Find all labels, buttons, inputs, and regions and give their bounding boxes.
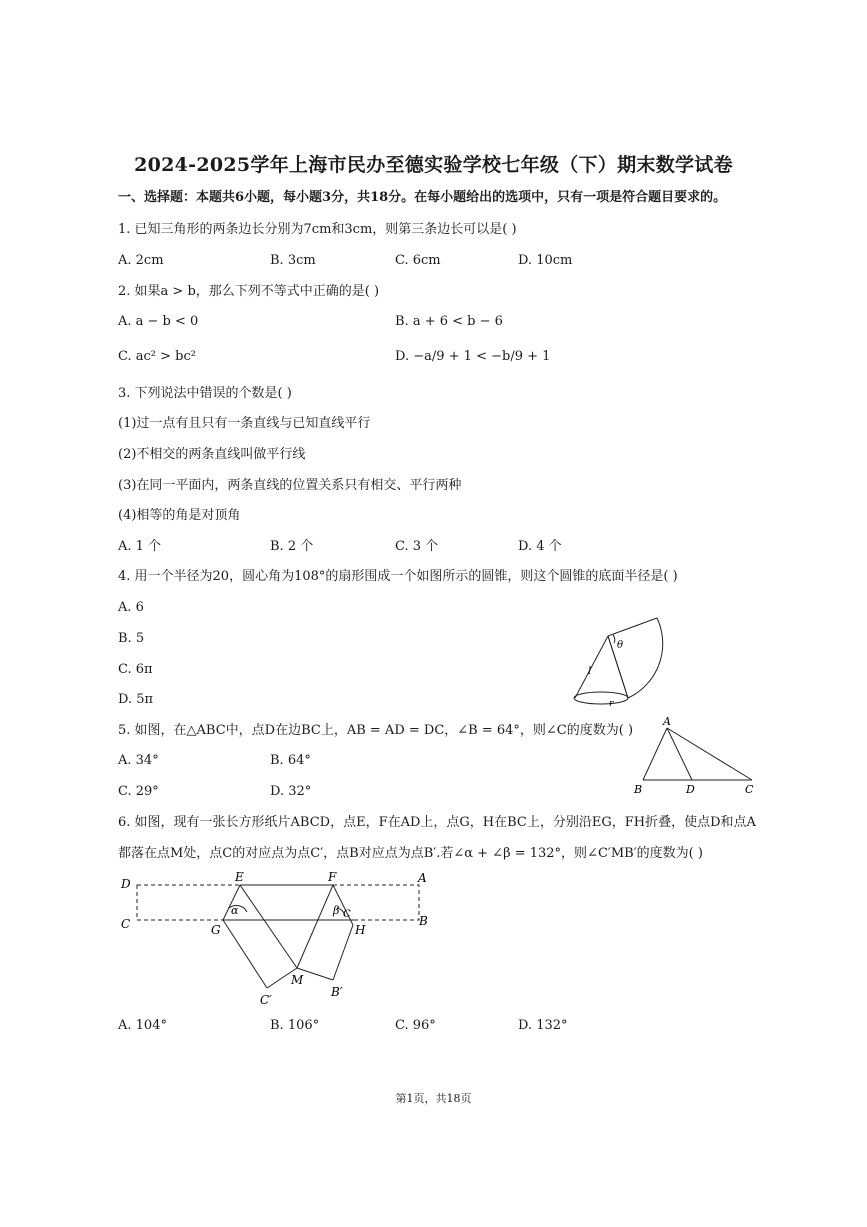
label-m: M (291, 973, 304, 987)
label-b-prime: B′ (331, 985, 343, 999)
question-6-stem-line-1: 6. 如图，现有一张长方形纸片ABCD，点E，F在AD上，点G，H在BC上，分别沿EG，FH折叠，使点D和点A (118, 815, 756, 830)
label-b: B (419, 914, 428, 928)
label-c-small: C (343, 909, 351, 920)
label-a: A (663, 715, 671, 728)
label-h: H (355, 923, 366, 937)
label-g: G (211, 923, 221, 937)
q3-option-d: D. 4 个 (518, 539, 562, 554)
label-e: E (235, 870, 244, 884)
question-5-stem: 5. 如图，在△ABC中，点D在边BC上，AB = AD = DC，∠B = 64°，则∠C的度数为( ) (118, 723, 634, 738)
label-d: D (121, 877, 131, 891)
q3-option-b: B. 2 个 (270, 539, 314, 554)
sector-outline (608, 618, 663, 698)
q1-option-a: A. 2cm (118, 253, 164, 268)
question-4-stem: 4. 用一个半径为20，圆心角为108°的扇形围成一个如图所示的圆锥，则这个圆锥的底面半径是( ) (118, 569, 678, 584)
label-b: B (634, 783, 643, 796)
segment-b1h (333, 925, 353, 980)
q5-option-a: A. 34° (118, 753, 159, 768)
question-1-stem: 1. 已知三角形的两条边长分别为7cm和3cm，则第三条边长可以是( ) (118, 222, 517, 237)
rectangle-abcd-dashed (137, 885, 419, 920)
segment-em (240, 885, 297, 968)
question-2-stem: 2. 如果a > b，那么下列不等式中正确的是( ) (118, 284, 380, 299)
label-d: D (686, 783, 695, 796)
label-f: F (328, 870, 337, 884)
q4-option-b: B. 5 (118, 631, 145, 646)
folded-rectangle-figure (115, 868, 435, 1008)
q6-option-d: D. 132° (518, 1018, 568, 1033)
label-r: r (609, 699, 614, 709)
q3-statement-4: (4)相等的角是对顶角 (118, 508, 241, 523)
q3-statement-1: (1)过一点有且只有一条直线与已知直线平行 (118, 416, 371, 431)
q1-option-c: C. 6cm (395, 253, 441, 268)
q5-option-d: D. 32° (270, 784, 312, 799)
q5-option-c: C. 29° (118, 784, 159, 799)
q3-statement-3: (3)在同一平面内，两条直线的位置关系只有相交、平行两种 (118, 478, 462, 493)
q3-option-a: A. 1 个 (118, 539, 162, 554)
label-alpha: α (231, 904, 239, 917)
label-c: C (745, 783, 754, 796)
q3-statement-2: (2)不相交的两条直线叫做平行线 (118, 447, 306, 462)
q4-option-c: C. 6π (118, 662, 153, 677)
label-theta: θ (617, 640, 624, 651)
cone-sector-figure (565, 588, 685, 712)
q1-option-d: D. 10cm (518, 253, 573, 268)
label-c: C (121, 917, 131, 931)
label-beta: β (333, 904, 340, 917)
question-6-stem-line-2: 都落在点M处，点C的对应点为点C′，点B对应点为点B′.若∠α + ∠β = 132°，则∠C′MB′的度数为( ) (118, 846, 703, 861)
q5-option-b: B. 64° (270, 753, 311, 768)
label-l: l (588, 666, 592, 677)
q2-option-c: C. ac² > bc² (118, 349, 196, 364)
exam-title: 2024-2025学年上海市民办至德实验学校七年级（下）期末数学试卷 (134, 154, 733, 176)
q2-option-d: D. −a/9 + 1 < −b/9 + 1 (395, 349, 551, 364)
cone-base (574, 692, 628, 704)
segment-fm (297, 885, 333, 968)
label-a: A (418, 871, 427, 885)
q6-option-b: B. 106° (270, 1018, 320, 1033)
section-heading: 一、选择题：本题共6小题，每小题3分，共18分。在每小题给出的选项中，只有一项是符合题目要求的。 (118, 190, 727, 205)
q3-option-c: C. 3 个 (395, 539, 439, 554)
q4-option-d: D. 5π (118, 692, 154, 707)
theta-arc (613, 635, 615, 643)
q6-option-a: A. 104° (118, 1018, 167, 1033)
triangle-abc-figure (630, 712, 760, 796)
page-footer: 第1页，共18页 (395, 1092, 472, 1105)
q2-option-b: B. a + 6 < b − 6 (395, 314, 503, 329)
q2-option-a: A. a − b < 0 (118, 314, 199, 329)
q6-option-c: C. 96° (395, 1018, 436, 1033)
q4-option-a: A. 6 (118, 600, 144, 615)
segment-gc1 (223, 920, 267, 988)
cone-slant-left (575, 636, 608, 698)
q1-option-b: B. 3cm (270, 253, 316, 268)
label-c-prime: C′ (260, 993, 272, 1007)
question-3-stem: 3. 下列说法中错误的个数是( ) (118, 386, 292, 401)
segment-ab (643, 728, 667, 780)
